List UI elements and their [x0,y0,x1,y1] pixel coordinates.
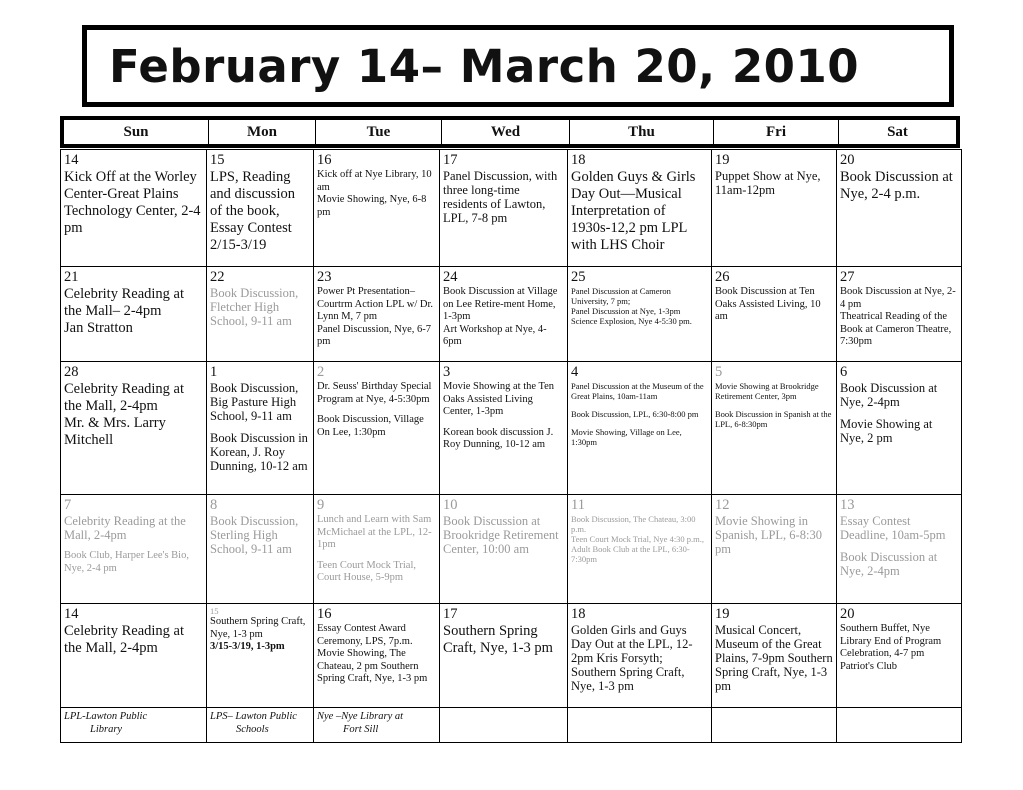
day-cell [61,604,207,708]
day-cell [568,362,712,495]
day-cell [712,362,837,495]
day-number: 7 [64,497,72,513]
day-cell [314,604,440,708]
day-cell [207,267,314,362]
day-number: 24 [443,269,458,285]
event-text: Panel Discussion at the Museum of the Great Plains, 10am-11am [571,381,704,401]
day-number: 18 [571,606,586,622]
day-cell [314,362,440,495]
title-box [82,25,954,107]
day-cell [712,495,837,604]
day-cell [61,267,207,362]
day-cell [837,604,962,708]
day-cell [207,362,314,495]
event-text: Essay Contest Deadline, 10am-5pm [840,514,946,542]
weekday-sat: Sat [887,124,908,140]
empty-cell [837,708,962,743]
day-cell [712,150,837,267]
event-text: Book Discussion at Ten Oaks Assisted Living, 10 am [715,286,821,322]
event-text: Lunch and Learn with Sam McMichael at the LPL, 12-1pm [317,514,432,550]
legend-lpl-line1: LPL-Lawton Public [64,711,148,722]
legend-nye-line2: Fort Sill [343,724,379,735]
event-text: Science Explosion, Nye 4-5:30 pm. [571,316,692,326]
event-text: Golden Girls and Guys Day Out at the LPL, 12-2pm Kris Forsyth; Southern Spring Craft, Nye, 1-3 pm [571,623,693,693]
event-text: Korean book discussion J. Roy Dunning, 10-12 am [443,426,554,450]
day-number: 5 [715,364,723,380]
weekday-thu: Thu [570,120,714,144]
day-number: 15 [210,606,219,616]
event-text: Book Discussion, Village On Lee, 1:30pm [317,414,424,438]
event-text: Panel Discussion, with three long-time residents of Lawton, LPL, 7-8 pm [443,169,558,225]
event-text: Movie Showing at Brookridge Retirement Center, 3pm [715,381,819,401]
event-text: Book Discussion at Nye, 2-4pm [840,550,938,578]
day-cell [61,495,207,604]
event-text: Book Club, Harper Lee's Bio, Nye, 2-4 pm [64,550,189,574]
day-number: 17 [443,606,458,622]
event-text: Book Discussion at Village on Lee Retire-ment Home, 1-3pm [443,286,558,322]
legend-lpl-line2: Library [90,724,123,735]
event-text: Book Discussion, LPL, 6:30-8:00 pm [571,409,699,419]
legend-lpl [64,710,203,736]
week-row [61,150,962,267]
weekday-wed: Wed [442,120,570,144]
event-text: Teen Court Mock Trial, Court House, 5-9pm [317,559,417,583]
event-text: Musical Concert, Museum of the Great Plains, 7-9pm Southern Spring Craft, Nye, 1-3 pm [715,623,833,693]
week-row [61,362,962,495]
event-text: Panel Discussion, Nye, 6-7 pm [317,323,432,347]
event-text: Puppet Show at Nye, 11am-12pm [715,169,821,197]
legend-cell [61,708,207,743]
day-number: 25 [571,269,586,285]
event-text: Book Discussion at Nye, 2-4pm [840,381,938,409]
legend-lps [210,710,310,736]
event-text: Theatrical Reading of the Book at Cameron Theatre, 7:30pm [840,311,952,347]
day-cell [314,495,440,604]
legend-nye [317,710,436,736]
event-text: Book Discussion in Spanish at the LPL, 6-8:30pm [715,409,832,429]
event-text: Art Workshop at Nye, 4-6pm [443,323,547,347]
day-number: 12 [715,497,730,513]
week-row [61,267,962,362]
legend-nye-line1: Nye –Nye Library at [317,711,404,722]
day-number: 1 [210,364,218,380]
event-text: Celebrity Reading at the Mall– 2-4pm [64,286,184,319]
weekday-header [60,116,960,148]
day-cell [207,150,314,267]
day-number: 13 [840,497,855,513]
legend-cell [207,708,314,743]
event-text: Southern Buffet, Nye Library End of Program Celebration, 4-7 pm Patriot's Club [840,623,942,672]
day-number: 20 [840,606,855,622]
week-row [61,604,962,708]
day-number: 14 [64,152,79,168]
day-number: 8 [210,497,218,513]
day-cell [440,267,568,362]
event-text: Book Discussion, Sterling High School, 9-11 am [210,514,299,556]
event-text: Book Discussion, The Chateau, 3:00 p.m. [571,514,696,534]
day-number: 15 [210,152,225,168]
day-cell [440,604,568,708]
day-cell [568,150,712,267]
day-number: 11 [571,497,585,513]
day-cell [440,150,568,267]
week-row [61,495,962,604]
day-cell [207,495,314,604]
day-cell [440,362,568,495]
day-number: 21 [64,269,79,285]
day-number: 22 [210,269,225,285]
day-number: 3 [443,364,451,380]
event-text: Southern Spring Craft, Nye, 1-3 pm [443,623,553,656]
day-number: 26 [715,269,730,285]
event-text: Movie Showing, Village on Lee, 1:30pm [571,427,682,447]
day-number: 20 [840,152,855,168]
weekday-mon: Mon [209,120,316,144]
day-cell [314,150,440,267]
day-cell [61,362,207,495]
event-text: Jan Stratton [64,320,133,336]
day-number: 19 [715,152,730,168]
day-number: 23 [317,269,332,285]
event-text: 3/15-3/19, 1-3pm [210,641,285,652]
weekday-sun: Sun [64,120,209,144]
event-text: Dr. Seuss' Birthday Special Program at Nye, 4-5:30pm [317,381,432,405]
day-number: 19 [715,606,730,622]
event-text: Adult Book Club at the LPL, 6:30-7:30pm [571,544,690,564]
day-number: 6 [840,364,848,380]
day-number: 16 [317,152,332,168]
event-text: Essay Contest Award Ceremony, LPS, 7p.m. Movie Showing, The Chateau, 2 pm Southern Spring Craft, Nye, 1-3 pm [317,623,428,684]
event-text: Book Discussion in Korean, J. Roy Dunning, 10-12 am [210,431,308,473]
day-cell [568,267,712,362]
event-text: Teen Court Mock Trial, Nye 4:30 p.m., [571,534,705,544]
event-text: Book Discussion, Fletcher High School, 9-11 am [210,286,299,328]
event-text: Movie Showing at Nye, 2 pm [840,417,933,445]
day-cell [314,267,440,362]
day-cell [837,267,962,362]
day-number: 17 [443,152,458,168]
day-number: 28 [64,364,79,380]
day-cell [837,495,962,604]
event-text: Book Discussion at Brookridge Retirement Center, 10:00 am [443,514,559,556]
weekday-fri: Fri [714,120,839,144]
page-title: February 14– March 20, 2010 [109,40,860,93]
event-text: Panel Discussion at Nye, 1-3pm [571,306,681,316]
day-number: 4 [571,364,579,380]
day-cell [61,150,207,267]
day-number: 16 [317,606,332,622]
event-text: Movie Showing in Spanish, LPL, 6-8:30 pm [715,514,822,556]
day-cell [207,604,314,708]
day-number: 2 [317,364,325,380]
event-text: Movie Showing, Nye, 6-8 pm [317,194,427,218]
event-text: Power Pt Presentation–Courtrm Action LPL w/ Dr. Lynn M, 7 pm [317,286,433,322]
empty-cell [440,708,568,743]
weekday-tue: Tue [316,120,442,144]
day-number: 10 [443,497,458,513]
event-text: Kick off at Nye Library, 10 am [317,169,432,193]
day-number: 27 [840,269,855,285]
day-cell [712,604,837,708]
event-text: Kick Off at the Worley Center-Great Plains Technology Center, 2-4 pm [64,169,201,236]
event-text: Panel Discussion at Cameron University, 7 pm; [571,286,671,306]
day-cell [568,495,712,604]
day-number: 9 [317,497,325,513]
event-text: Celebrity Reading at the Mall, 2-4pm [64,381,184,414]
event-text: Celebrity Reading at the Mall, 2-4pm [64,514,186,542]
event-text: Book Discussion at Nye, 2-4 p.m. [840,169,953,202]
day-number: 14 [64,606,79,622]
day-cell [568,604,712,708]
day-cell [712,267,837,362]
calendar-grid [60,149,962,743]
day-cell [440,495,568,604]
day-number: 18 [571,152,586,168]
day-cell [837,150,962,267]
legend-lps-line2: Schools [236,724,269,735]
event-text: Golden Guys & Girls Day Out—Musical Interpretation of 1930s-12,2 pm LPL with LHS Choir [571,169,696,253]
legend-cell [314,708,440,743]
event-text: Southern Spring Craft, Nye, 1-3 pm [210,616,306,640]
event-text: Mr. & Mrs. Larry Mitchell [64,415,166,448]
event-text: Book Discussion, Big Pasture High School, 9-11 am [210,381,299,423]
event-text: Book Discussion at Nye, 2-4 pm [840,286,956,310]
empty-cell [712,708,837,743]
event-text: Movie Showing at the Ten Oaks Assisted Living Center, 1-3pm [443,381,555,417]
event-text: Celebrity Reading at the Mall, 2-4pm [64,623,184,656]
empty-cell [568,708,712,743]
legend-row [61,708,962,743]
event-text: LPS, Reading and discussion of the book, Essay Contest 2/15-3/19 [210,169,295,253]
day-cell [837,362,962,495]
legend-lps-line1: LPS– Lawton Public [210,711,297,722]
